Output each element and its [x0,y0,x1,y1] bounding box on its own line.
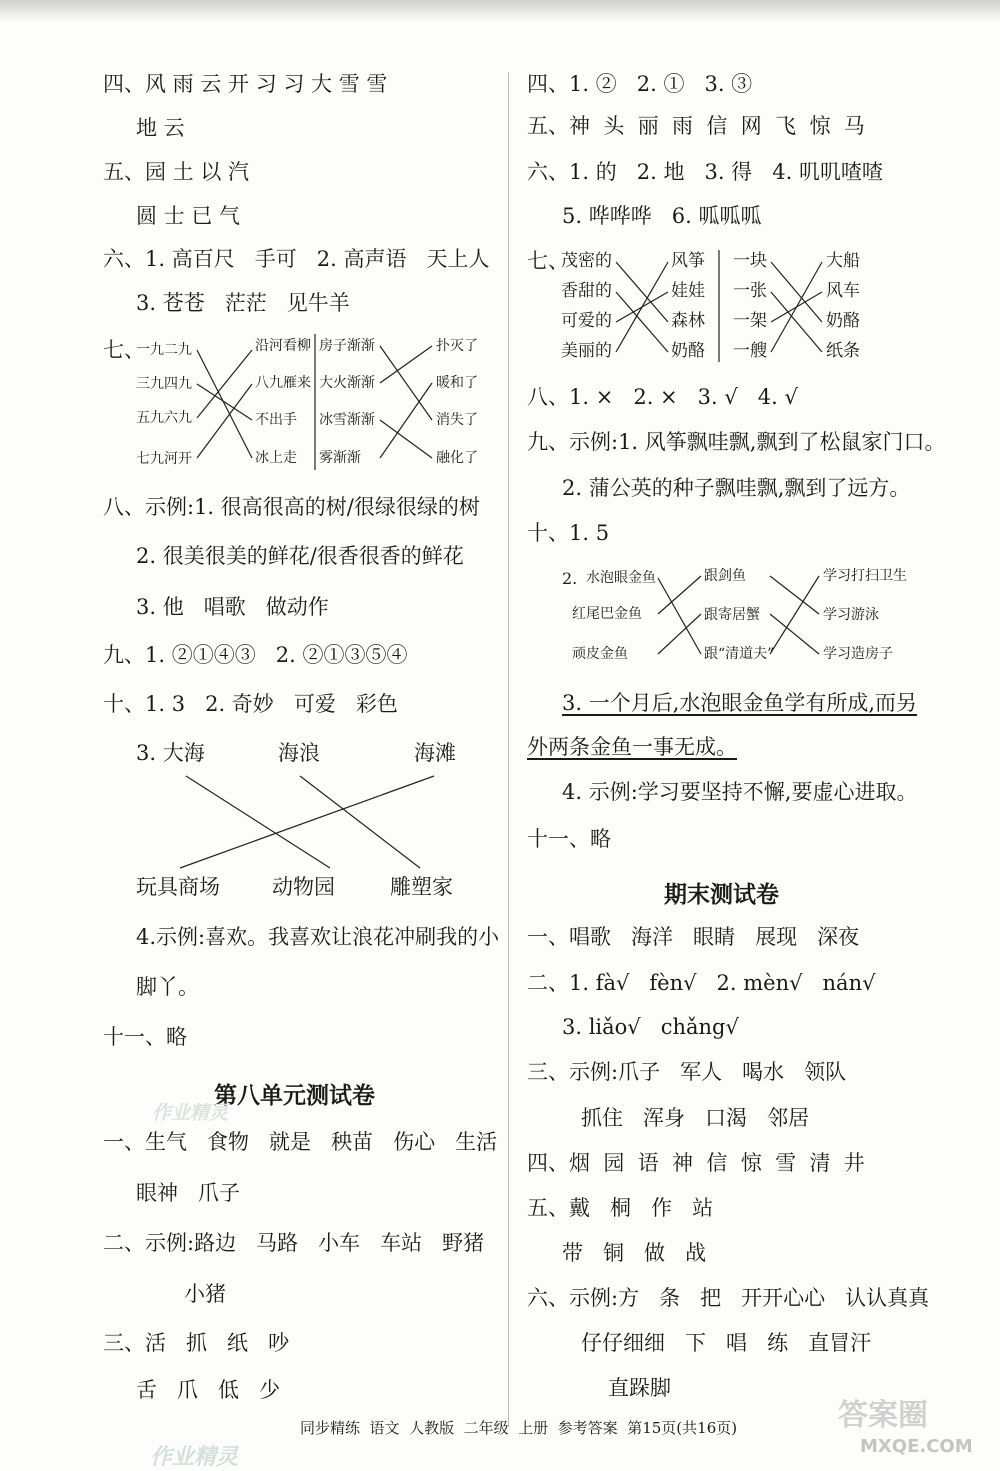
page-footer: 同步精练 语文 人教版 二年级 上册 参考答案 第15页(共16页) [300,1419,738,1437]
left-s10-line4a: 4.示例:喜欢。我喜欢让浪花冲刷我的小 [136,925,500,949]
unit-q3-line2: 舌 爪 低 少 [136,1378,281,1402]
right-s10-a-2: 顽皮金鱼 [572,646,628,662]
right-s7-d-0: 大船 [826,251,860,271]
left-s4-line1: 四、风 雨 云 开 习 习 大 雪 雪 [103,72,388,96]
unit-q1-line2: 眼神 爪子 [136,1181,241,1205]
right-s10-label2: 2. [562,569,578,588]
match-line [180,776,434,868]
unit-q2-line1: 二、示例:路边 马路 小车 车站 野猪 [103,1231,485,1255]
left-s7-right-2: 消失了 [436,412,478,428]
match-line [380,383,432,458]
right-s10-b-0: 跟剑鱼 [704,568,746,584]
match-line [380,420,432,458]
match-line [380,346,432,420]
right-s11: 十一、略 [527,827,611,851]
left-s7-left-2: 五九六九 [136,410,192,426]
final-q2-line2: 3. liǎo√ chǎng√ [562,1015,739,1039]
left-s7-left-3: 七九河开 [136,451,192,467]
column-divider [508,72,509,1427]
final-q1: 一、唱歌 海洋 眼睛 展现 深夜 [527,925,860,949]
left-s10-bottom-2: 雕塑家 [390,875,453,899]
match-line [658,576,701,614]
right-s9-line1: 九、示例:1. 风筝飘哇飘,飘到了松鼠家门口。 [527,430,946,454]
right-s10-c-0: 学习打扫卫生 [823,568,907,584]
left-s8-line2: 2. 很美很美的鲜花/很香很香的鲜花 [136,544,464,568]
right-s10-line3b: 外两条金鱼一事无成。 [527,735,737,759]
left-s10-top-0: 3. 大海 [136,741,205,765]
match-line [300,776,420,868]
scan-top-band [0,0,1000,22]
left-s8-line3: 3. 他 唱歌 做动作 [136,595,329,619]
left-s7-mid-0: 沿河看柳 [255,338,311,354]
left-s7-left-0: 一九二九 [136,342,192,358]
match-line [771,292,822,352]
left-s7-mid-2: 不出手 [255,412,297,428]
right-s7-a-0: 茂密的 [561,251,612,271]
right-s6-line2: 5. 哗哗哗 6. 呱呱呱 [562,204,762,228]
left-s7-mid-3: 冰上走 [255,450,297,466]
match-line [770,576,819,614]
match-line [197,384,252,420]
right-s10-c-2: 学习造房子 [823,646,893,662]
right-s10-line4: 4. 示例:学习要坚持不懈,要虚心进取。 [562,780,918,804]
left-s7-mid-1: 八九雁来 [255,375,311,391]
match-line [380,346,432,383]
unit-q3-line1: 三、活 抓 纸 吵 [103,1331,290,1355]
left-s7-mid2-1: 大火渐渐 [319,375,375,391]
left-s11: 十一、略 [103,1025,187,1049]
right-s5: 五、神 头 丽 雨 信 网 飞 惊 马 [527,114,865,138]
match-line [616,262,668,322]
left-s7-left-1: 三九四九 [136,376,192,392]
match-line [771,292,822,322]
match-line [770,614,819,654]
left-s5-line1: 五、园 土 以 汽 [103,160,250,184]
right-s8: 八、1. × 2. × 3. √ 4. √ [527,385,798,409]
left-s7-label: 七、 [103,338,145,362]
unit-q1-line1: 一、生气 食物 就是 秧苗 伤心 生活 [103,1130,498,1154]
right-s7-a-1: 香甜的 [561,281,612,301]
right-s7-d-2: 奶酪 [826,311,860,331]
left-s10-line4b: 脚丫。 [136,975,199,999]
left-s6-line1: 六、1. 高百尺 手可 2. 高声语 天上人 [103,247,490,271]
match-line [771,262,822,322]
right-s7-c-1: 一张 [733,281,767,301]
right-s10-b-1: 跟寄居蟹 [704,607,760,623]
right-s10-a-0: 水泡眼金鱼 [586,570,656,586]
match-line [658,614,701,654]
right-s7-label: 七、 [527,249,569,273]
final-q4: 四、烟 园 语 神 信 惊 雪 清 井 [527,1151,865,1175]
right-s10-line1: 十、1. 5 [527,521,610,545]
match-line [197,350,252,418]
watermark-url: MXQE.COM [860,1436,973,1457]
left-s5-line2: 圆 士 已 气 [136,204,241,228]
right-s7-b-0: 风筝 [671,251,705,271]
right-s7-d-1: 风车 [826,281,860,301]
right-s10-b-2: 跟“清道夫” [704,646,775,662]
match-line [658,578,701,654]
final-q5-line2: 带 铜 做 战 [562,1241,707,1265]
unit-q2-line2: 小猪 [184,1282,226,1306]
left-s10-bottom-1: 动物园 [272,875,335,899]
right-s10-line3a: 3. 一个月后,水泡眼金鱼学有所成,而另 [562,691,918,715]
match-line [197,350,252,458]
left-s7-mid2-0: 房子渐渐 [319,338,375,354]
match-line [616,262,668,352]
left-s7-right-0: 扑灭了 [436,338,478,354]
right-s9-line2: 2. 蒲公英的种子飘哇飘,飘到了远方。 [562,476,911,500]
left-s7-right-1: 暖和了 [436,375,478,391]
watermark-bottom-left: 作业精灵 [150,1445,239,1470]
right-s7-c-2: 一架 [733,311,767,331]
match-line [616,292,668,352]
match-line [616,292,668,322]
right-s10-c-1: 学习游泳 [823,607,879,623]
final-q6-line2: 仔仔细细 下 唱 练 直冒汗 [581,1331,872,1355]
match-line [770,576,819,654]
final-q6-line3: 直跺脚 [608,1376,671,1400]
left-s8-line1: 八、示例:1. 很高很高的树/很绿很绿的树 [103,495,480,519]
right-s7-b-1: 娃娃 [671,281,705,301]
right-s6-line1: 六、1. 的 2. 地 3. 得 4. 叽叽喳喳 [527,160,883,184]
match-line [186,776,330,868]
right-s7-a-2: 可爱的 [561,311,612,331]
final-q2-line1: 二、1. fà√ fèn√ 2. mèn√ nán√ [527,971,876,995]
right-s7-b-2: 森林 [671,311,705,331]
final-test-title: 期末测试卷 [664,882,779,908]
left-s7-mid2-3: 雾渐渐 [319,450,361,466]
left-s7-right-3: 融化了 [436,450,478,466]
right-s7-d-3: 纸条 [826,341,860,361]
left-s9: 九、1. ②①④③ 2. ②①③⑤④ [103,643,408,667]
right-s10-a-1: 红尾巴金鱼 [572,606,642,622]
left-s7-mid2-2: 冰雪渐渐 [319,412,375,428]
final-q3-line1: 三、示例:爪子 军人 喝水 领队 [527,1060,847,1084]
final-q3-line2: 抓住 浑身 口渴 邻居 [581,1106,810,1130]
watermark-mid-left: 作业精灵 [152,1102,229,1124]
left-s10-line1: 十、1. 3 2. 奇妙 可爱 彩色 [103,692,398,716]
right-s7-a-3: 美丽的 [561,341,612,361]
match-line [771,262,822,352]
right-s7-c-0: 一块 [733,251,767,271]
final-q5-line1: 五、戴 桐 作 站 [527,1196,714,1220]
left-s10-top-1: 海浪 [278,741,320,765]
match-line [197,384,252,458]
unit8-test-title: 第八单元测试卷 [214,1083,375,1109]
right-s7-b-3: 奶酪 [671,341,705,361]
right-s7-c-3: 一艘 [733,341,767,361]
final-q6-line1: 六、示例:方 条 把 开开心心 认认真真 [527,1286,930,1310]
left-s4-line2: 地 云 [136,116,185,140]
right-s4: 四、1. ② 2. ① 3. ③ [527,72,753,96]
left-s6-line2: 3. 苍苍 茫茫 见牛羊 [136,291,350,315]
watermark-logo: 答案圈 [838,1398,928,1433]
left-s10-top-2: 海滩 [414,741,456,765]
left-s10-bottom-0: 玩具商场 [136,875,220,899]
